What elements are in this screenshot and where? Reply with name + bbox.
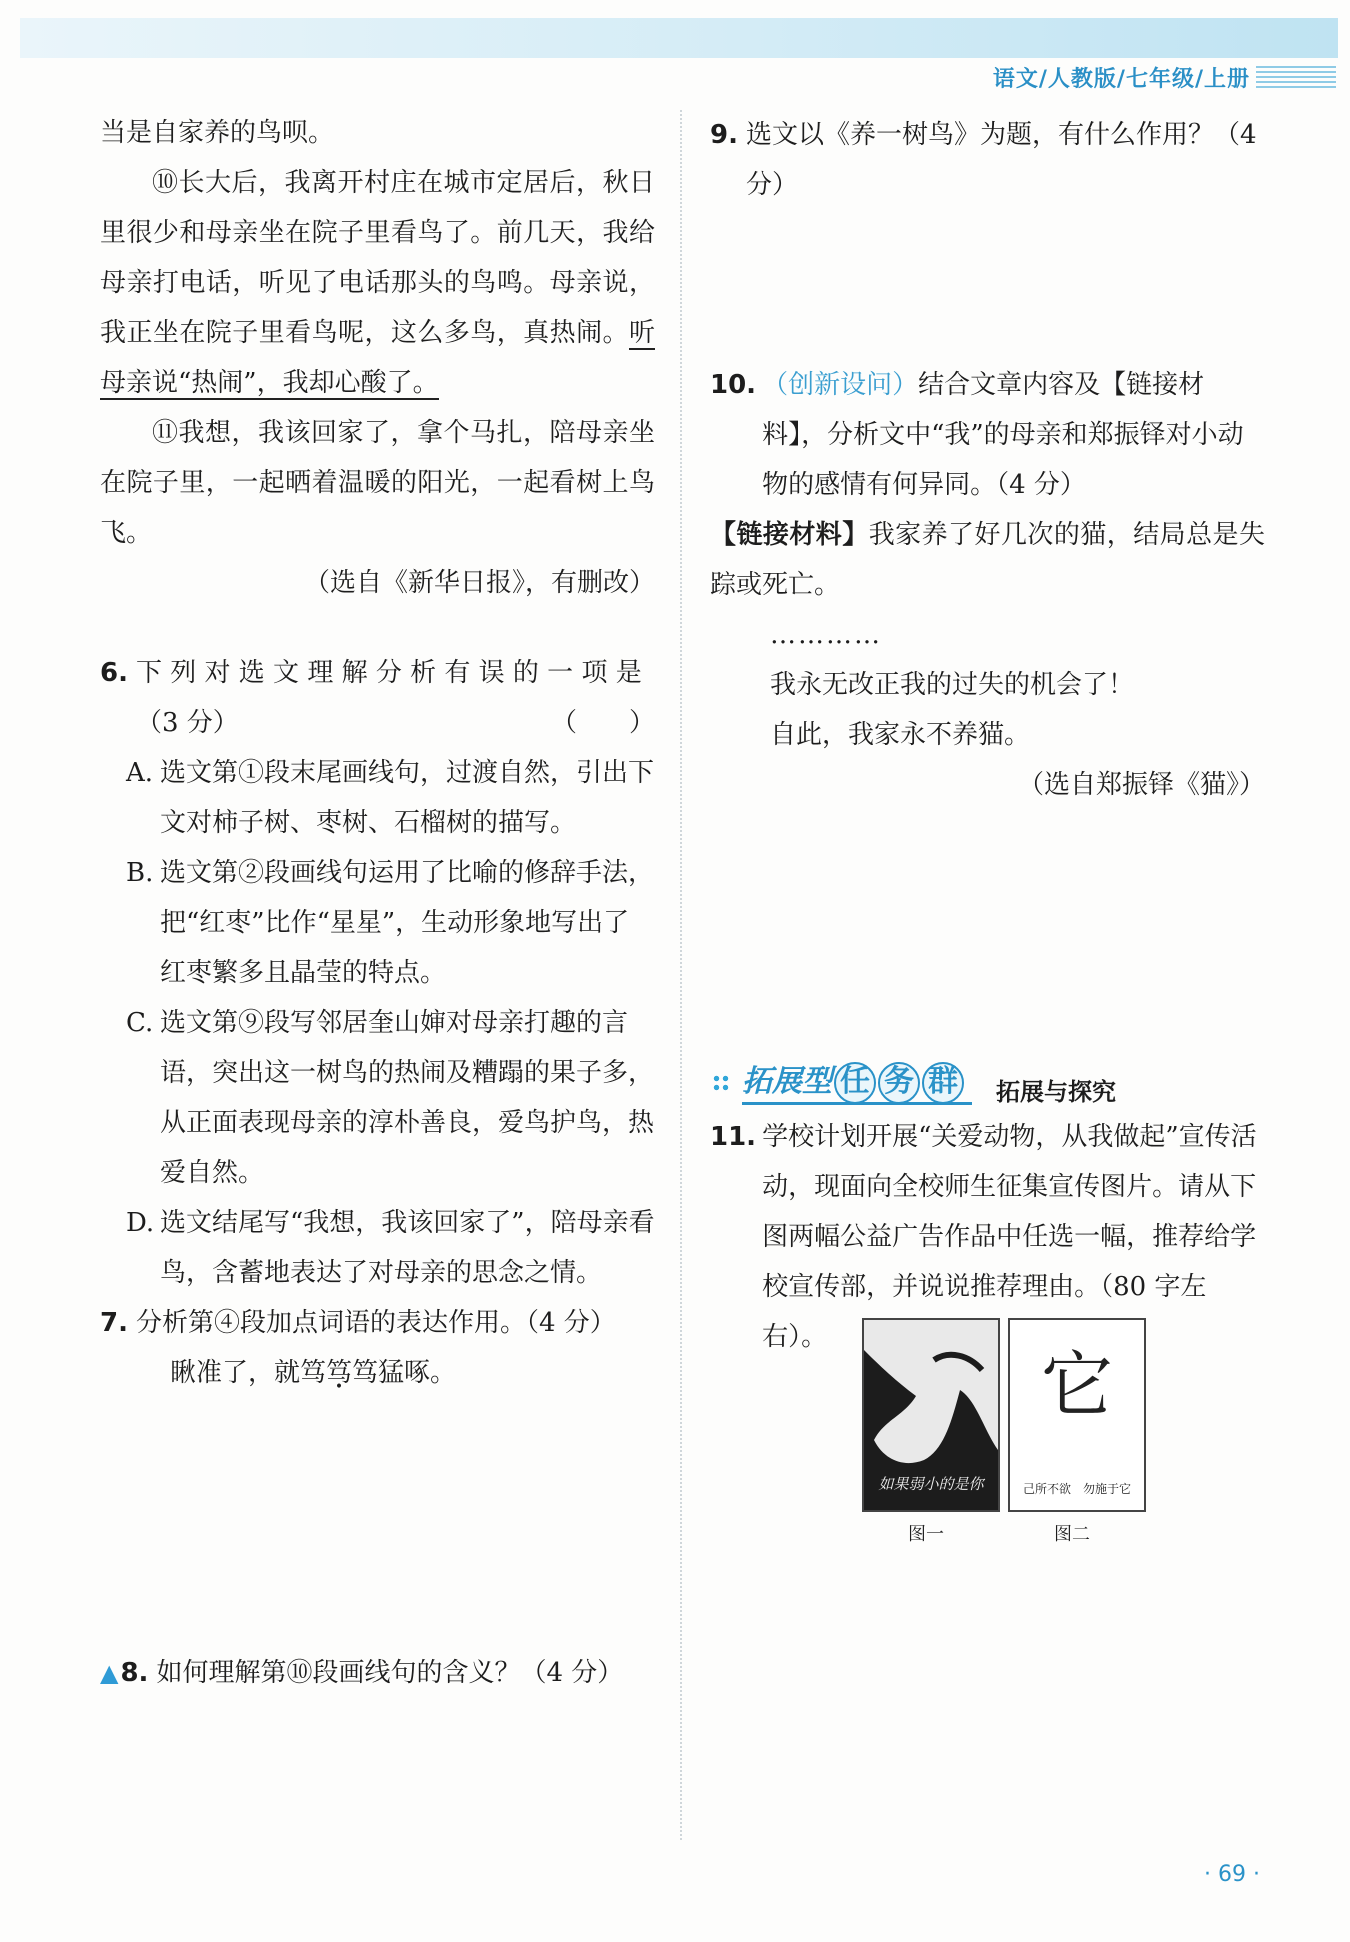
- poster-1-caption: 如果弱小的是你: [878, 1475, 984, 1493]
- passage-source: （选自《新华日报》，有删改）: [303, 568, 655, 598]
- option-b: [126, 848, 655, 998]
- question-text: 如何理解第⑩段画线句的含义？（4 分）: [156, 1658, 624, 1688]
- banner-char: 群: [922, 1062, 964, 1104]
- poster-image-1: [862, 1318, 1000, 1512]
- link-line-1: 我永无改正我的过失的机会了！: [770, 670, 1135, 700]
- question-text: 学校计划开展“关爱动物，从我做起”宣传活动，现面向全校师生征集宣传图片。请从下图两幅公益广告作品中任选一幅，推荐给学校宣传部，并说说推荐理由。（80 字左右）。: [762, 1122, 1257, 1352]
- figure-2-label: 图二: [1054, 1524, 1090, 1545]
- option-d: [126, 1198, 655, 1298]
- banner-dots-icon: [712, 1074, 730, 1092]
- answer-paren: （ ）: [550, 708, 655, 738]
- option-label: B.: [126, 858, 154, 888]
- question-8: [100, 1648, 655, 1698]
- figure-1-label: 图一: [908, 1524, 944, 1545]
- paragraph-10-text: ⑩长大后，我离开村庄在城市定居后，秋日里很少和母亲坐在院子里看鸟了。前几天，我给母亲打电话，听见了电话那头的鸟鸣。母亲说，我正坐在院子里看鸟呢，这么多鸟，真热闹。: [100, 168, 655, 348]
- question-text: 选文以《养一树鸟》为题，有什么作用？（4 分）: [746, 120, 1257, 200]
- paragraph-10: [100, 158, 655, 408]
- question-number: 10.: [710, 370, 757, 400]
- option-text: 选文第②段画线句运用了比喻的修辞手法，把“红枣”比作“星星”，生动形象地写出了红枣繁多且晶莹的特点。: [160, 858, 655, 988]
- option-c: [126, 998, 655, 1198]
- link-material: [710, 510, 1265, 610]
- ellipsis: …………: [770, 620, 882, 650]
- banner-title-text: 拓展型: [742, 1064, 832, 1099]
- banner-subtitle: 拓展与探究: [996, 1078, 1116, 1106]
- question-number: 7.: [100, 1308, 128, 1338]
- question-9: [710, 110, 1265, 210]
- banner-char: 任: [834, 1062, 876, 1104]
- link-line-2: 自此，我家永不养猫。: [770, 720, 1031, 750]
- question-text: 分析第④段加点词语的表达作用。（4 分）: [136, 1308, 616, 1338]
- question-text: [136, 648, 655, 748]
- poster-image-2: [1008, 1318, 1146, 1512]
- dotted-words: 笃笃笃: [300, 1358, 379, 1388]
- triangle-icon: ▲: [100, 1659, 119, 1687]
- question-7: [100, 1298, 655, 1348]
- paragraph-11: ⑪我想，我该回家了，拿个马扎，陪母亲坐在院子里，一起晒着温暖的阳光，一起看树上鸟飞。: [100, 418, 655, 548]
- right-column: [710, 110, 1265, 810]
- poster-2-char: 它: [1040, 1343, 1113, 1427]
- quoted-sentence: [170, 1348, 655, 1398]
- banner-char: 务: [878, 1062, 920, 1104]
- header-label: 语文/人教版/七年级/上册: [992, 67, 1250, 92]
- column-divider: [680, 110, 682, 1840]
- option-label: A.: [126, 758, 154, 788]
- question-10: [710, 360, 1265, 510]
- link-text: 我家养了好几次的猫，结局总是失踪或死亡。: [710, 520, 1265, 600]
- underlined-sentence: 听母亲说“热闹”，我却心酸了。: [100, 318, 655, 398]
- option-a: [126, 748, 655, 848]
- quote-part: 瞅准了，就: [170, 1358, 301, 1388]
- option-label: C.: [126, 1008, 154, 1038]
- question-text: [762, 360, 1265, 510]
- left-column: [100, 108, 655, 1698]
- quote-part: 猛啄。: [378, 1358, 457, 1388]
- question-number: 9.: [710, 120, 738, 150]
- header-band: [20, 18, 1338, 58]
- question-number: 8.: [120, 1658, 149, 1688]
- banner-underline: [742, 1102, 972, 1105]
- banner-title: [742, 1056, 964, 1104]
- option-text: 选文结尾写“我想，我该回家了”，陪母亲看鸟，含蓄地表达了对母亲的思念之情。: [160, 1208, 655, 1288]
- question-number: 6.: [100, 658, 128, 688]
- section-banner: [712, 1052, 1132, 1108]
- header-stripes: [1256, 66, 1336, 88]
- link-source: （选自郑振铎《猫》）: [1017, 770, 1265, 800]
- question-10-stem: 结合文章内容及【链接材料】，分析文中“我”的母亲和郑振铎对小动物的感情有何异同。（4 分）: [762, 370, 1244, 500]
- link-label: 【链接材料】: [710, 520, 869, 550]
- option-label: D.: [126, 1208, 155, 1238]
- question-6: [100, 648, 655, 748]
- innovation-tag: （创新设问）: [762, 370, 919, 400]
- poster-2-caption: 己所不欲 勿施于它: [1022, 1482, 1131, 1496]
- question-6-stem: 下 列 对 选 文 理 解 分 析 有 误 的 一 项 是（3 分）: [136, 658, 642, 738]
- page-number: · 69 ·: [1204, 1862, 1260, 1887]
- option-text: 选文第①段末尾画线句，过渡自然，引出下文对柿子树、枣树、石榴树的描写。: [160, 758, 655, 838]
- question-number: 11.: [710, 1122, 757, 1152]
- passage-line: 当是自家养的鸟呗。: [100, 118, 335, 148]
- option-text: 选文第⑨段写邻居奎山婶对母亲打趣的言语，突出这一树鸟的热闹及糟蹋的果子多，从正面表现母亲的淳朴善良，爱鸟护鸟，热爱自然。: [160, 1008, 655, 1188]
